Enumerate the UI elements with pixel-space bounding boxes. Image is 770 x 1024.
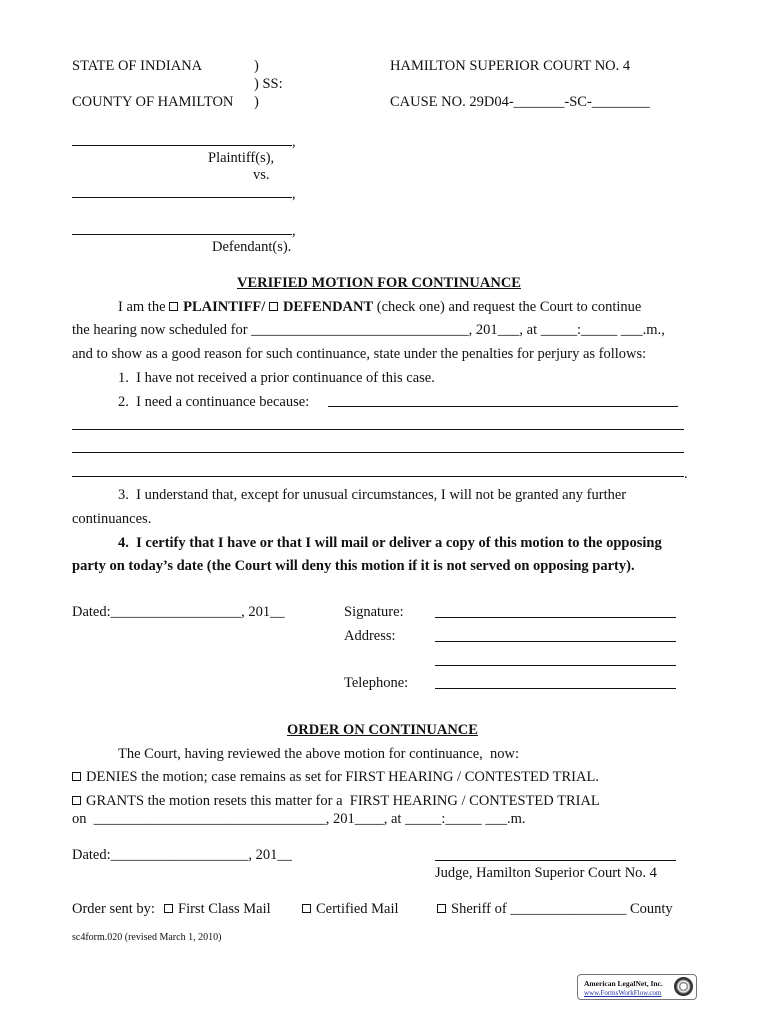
iam-line [118, 300, 641, 315]
motion-title: VERIFIED MOTION FOR CONTINUANCE [237, 275, 521, 291]
telephone-line[interactable] [435, 688, 676, 689]
first-class-option [164, 902, 271, 917]
reason-line: and to show as a good reason for such continuance, state under the penalties for perjury as follows: [72, 346, 647, 362]
item-4b: party on today’s date (the Court will deny this motion if it is not served on opposing party). [72, 558, 635, 574]
plaintiff-option: PLAINTIFF/ [183, 299, 266, 315]
court-name: HAMILTON SUPERIOR COURT NO. 4 [390, 58, 631, 74]
item-4a: 4. I certify that I have or that I will mail or deliver a copy of this motion to the opposing [118, 535, 662, 551]
signature-line[interactable] [435, 617, 676, 618]
hearing-line: the hearing now scheduled for ______________________________, 201___, at _____:_____ ___.m., [72, 322, 665, 338]
plaintiff-label: Plaintiff(s), [208, 150, 275, 166]
order-on-line: on ________________________________, 201____, at _____:_____ ___.m. [72, 811, 526, 827]
defendant-name-line[interactable] [72, 234, 292, 235]
comma: , [292, 186, 296, 202]
first-class-checkbox[interactable] [164, 904, 173, 913]
caption-paren: ) [254, 58, 259, 74]
order-title: ORDER ON CONTINUANCE [287, 722, 478, 738]
reason-line-3[interactable] [72, 452, 684, 453]
cause-number: CAUSE NO. 29D04-_______-SC-________ [390, 94, 650, 110]
form-id: sc4form.020 (revised March 1, 2010) [72, 932, 222, 943]
motion-dated: Dated:__________________, 201__ [72, 604, 285, 620]
sheriff-option [437, 902, 673, 917]
plaintiff-name-line-2[interactable] [72, 197, 292, 198]
certified-checkbox[interactable] [302, 904, 311, 913]
grants-text: GRANTS the motion resets this matter for a FIRST HEARING / CONTESTED TRIAL [86, 793, 600, 809]
vs-label: vs. [253, 167, 270, 183]
judge-signature-line[interactable] [435, 860, 676, 861]
check-one-text: (check one) and request the Court to continue [376, 299, 642, 315]
american-legalnet-logo [577, 974, 697, 1000]
period: . [684, 466, 688, 482]
address-label: Address: [344, 628, 396, 644]
logo-name: American LegalNet, Inc. [584, 979, 663, 988]
defendant-label: Defendant(s). [212, 239, 292, 255]
certified-label: Certified Mail [316, 901, 399, 917]
item-1: 1. I have not received a prior continuance of this case. [118, 370, 435, 386]
item-3a: 3. I understand that, except for unusual circumstances, I will not be granted any further [118, 487, 627, 503]
grants-row [72, 794, 600, 809]
order-intro: The Court, having reviewed the above motion for continuance, now: [118, 746, 520, 762]
item-2: 2. I need a continuance because: [118, 394, 310, 410]
logo-url[interactable]: www.FormsWorkFlow.com [584, 989, 662, 997]
signature-label: Signature: [344, 604, 404, 620]
plaintiff-name-line[interactable] [72, 145, 292, 146]
sheriff-label: Sheriff of ________________ County [451, 901, 673, 917]
caption-paren: ) [254, 94, 259, 110]
iam-text: I am the [118, 299, 166, 315]
address-line-1[interactable] [435, 641, 676, 642]
county-label: COUNTY OF HAMILTON [72, 94, 234, 110]
defendant-option: DEFENDANT [282, 299, 374, 315]
first-class-label: First Class Mail [178, 901, 271, 917]
judge-label: Judge, Hamilton Superior Court No. 4 [435, 865, 657, 881]
address-line-2[interactable] [435, 665, 676, 666]
plaintiff-checkbox[interactable] [169, 302, 178, 311]
ss-label: ) SS: [254, 76, 283, 92]
reason-line-2[interactable] [72, 429, 684, 430]
telephone-label: Telephone: [344, 675, 409, 691]
state-label: STATE OF INDIANA [72, 58, 203, 74]
comma: , [292, 134, 296, 150]
order-sent-by: Order sent by: [72, 901, 155, 917]
seal-icon [674, 977, 693, 996]
item-3b: continuances. [72, 511, 152, 527]
reason-line-1[interactable] [328, 406, 678, 407]
denies-text: DENIES the motion; case remains as set for FIRST HEARING / CONTESTED TRIAL. [86, 769, 599, 785]
denies-checkbox[interactable] [72, 772, 81, 781]
reason-line-4[interactable] [72, 476, 684, 477]
sheriff-checkbox[interactable] [437, 904, 446, 913]
denies-row [72, 770, 599, 785]
order-dated: Dated:___________________, 201__ [72, 847, 292, 863]
comma: , [292, 223, 296, 239]
grants-checkbox[interactable] [72, 796, 81, 805]
certified-option [302, 902, 399, 917]
defendant-checkbox[interactable] [269, 302, 278, 311]
